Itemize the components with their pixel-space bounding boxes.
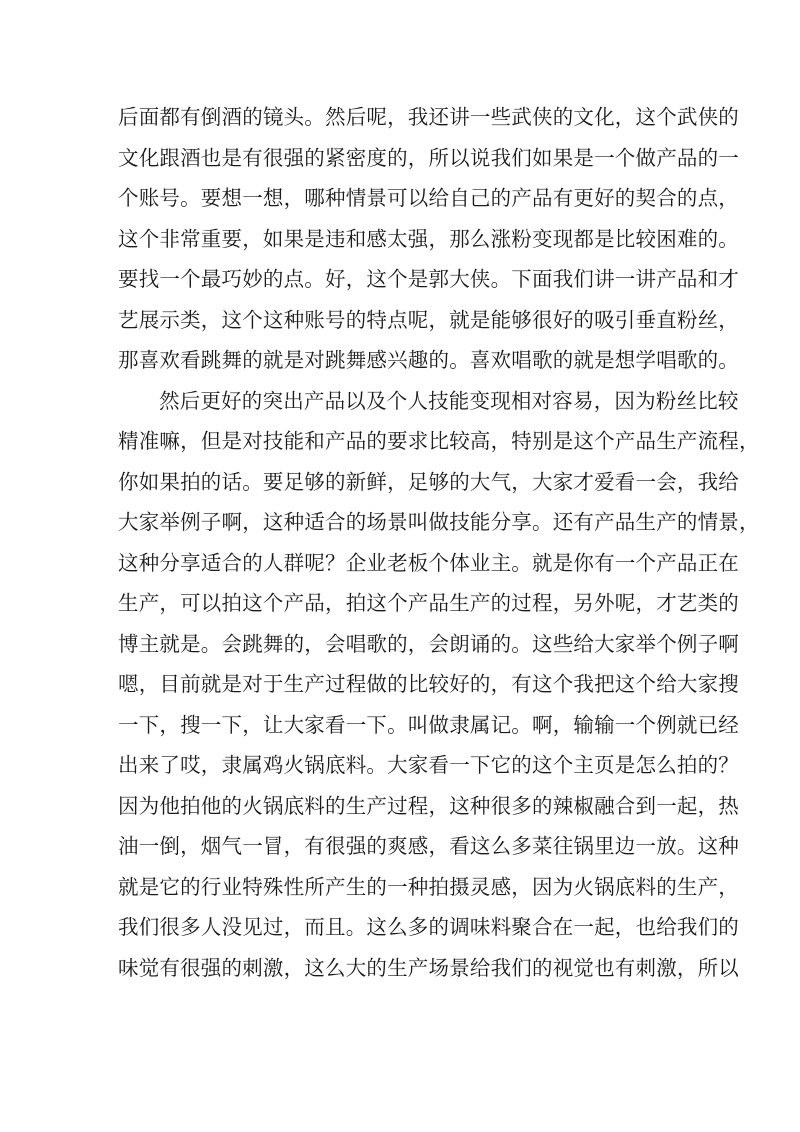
text-line: 生产，可以拍这个产品，拍这个产品生产的过程，另外呢，才艺类的 bbox=[118, 591, 739, 615]
text-line: 个账号。要想一想，哪种情景可以给自己的产品有更好的契合的点， bbox=[118, 186, 739, 210]
text-line: 艺展示类，这个这种账号的特点呢，就是能够很好的吸引垂直粉丝， bbox=[118, 307, 739, 332]
text-line: 大家举例子啊，这种适合的场景叫做技能分享。还有产品生产的情景， bbox=[118, 510, 760, 534]
text-line: 要找一个最巧妙的点。好，这个是郭大侠。下面我们讲一讲产品和才 bbox=[118, 267, 739, 291]
body-text bbox=[118, 97, 760, 988]
text-line: 精准嘛，但是对技能和产品的要求比较高，特别是这个产品生产流程， bbox=[118, 429, 760, 453]
text-line: 味觉有很强的刺激，这么大的生产场景给我们的视觉也有刺激，所以 bbox=[118, 955, 739, 980]
text-line: 一下，搜一下，让大家看一下。叫做隶属记。啊，输输一个例就已经 bbox=[118, 712, 739, 737]
text-line: 博主就是。会跳舞的，会唱歌的，会朗诵的。这些给大家举个例子啊 bbox=[118, 631, 739, 656]
text-line: 因为他拍他的火锅底料的生产过程，这种很多的辣椒融合到一起，热 bbox=[118, 793, 739, 818]
paragraph-start-line: 然后更好的突出产品以及个人技能变现相对容易，因为粉丝比较 bbox=[159, 388, 739, 413]
text-line: 这个非常重要，如果是违和感太强，那么涨粉变现都是比较困难的。 bbox=[118, 226, 739, 251]
text-line: 就是它的行业特殊性所产生的一种拍摄灵感，因为火锅底料的生产， bbox=[118, 874, 739, 899]
text-line: 那喜欢看跳舞的就是对跳舞感兴趣的。喜欢唱歌的就是想学唱歌的。 bbox=[118, 348, 739, 372]
text-line: 你如果拍的话。要足够的新鲜，足够的大气，大家才爱看一会，我给 bbox=[118, 469, 739, 494]
text-line: 我们很多人没见过，而且。这么多的调味料聚合在一起，也给我们的 bbox=[118, 915, 739, 939]
text-line: 文化跟酒也是有很强的紧密度的，所以说我们如果是一个做产品的一 bbox=[118, 145, 739, 170]
text-line: 后面都有倒酒的镜头。然后呢，我还讲一些武侠的文化，这个武侠的 bbox=[118, 105, 739, 129]
text-line: 嗯，目前就是对于生产过程做的比较好的，有这个我把这个给大家搜 bbox=[118, 672, 739, 696]
text-line: 这种分享适合的人群呢？企业老板个体业主。就是你有一个产品正在 bbox=[118, 550, 739, 575]
text-line: 出来了哎，隶属鸡火锅底料。大家看一下它的这个主页是怎么拍的？ bbox=[118, 753, 739, 777]
text-line: 油一倒，烟气一冒，有很强的爽感，看这么多菜往锅里边一放。这种 bbox=[118, 834, 739, 858]
